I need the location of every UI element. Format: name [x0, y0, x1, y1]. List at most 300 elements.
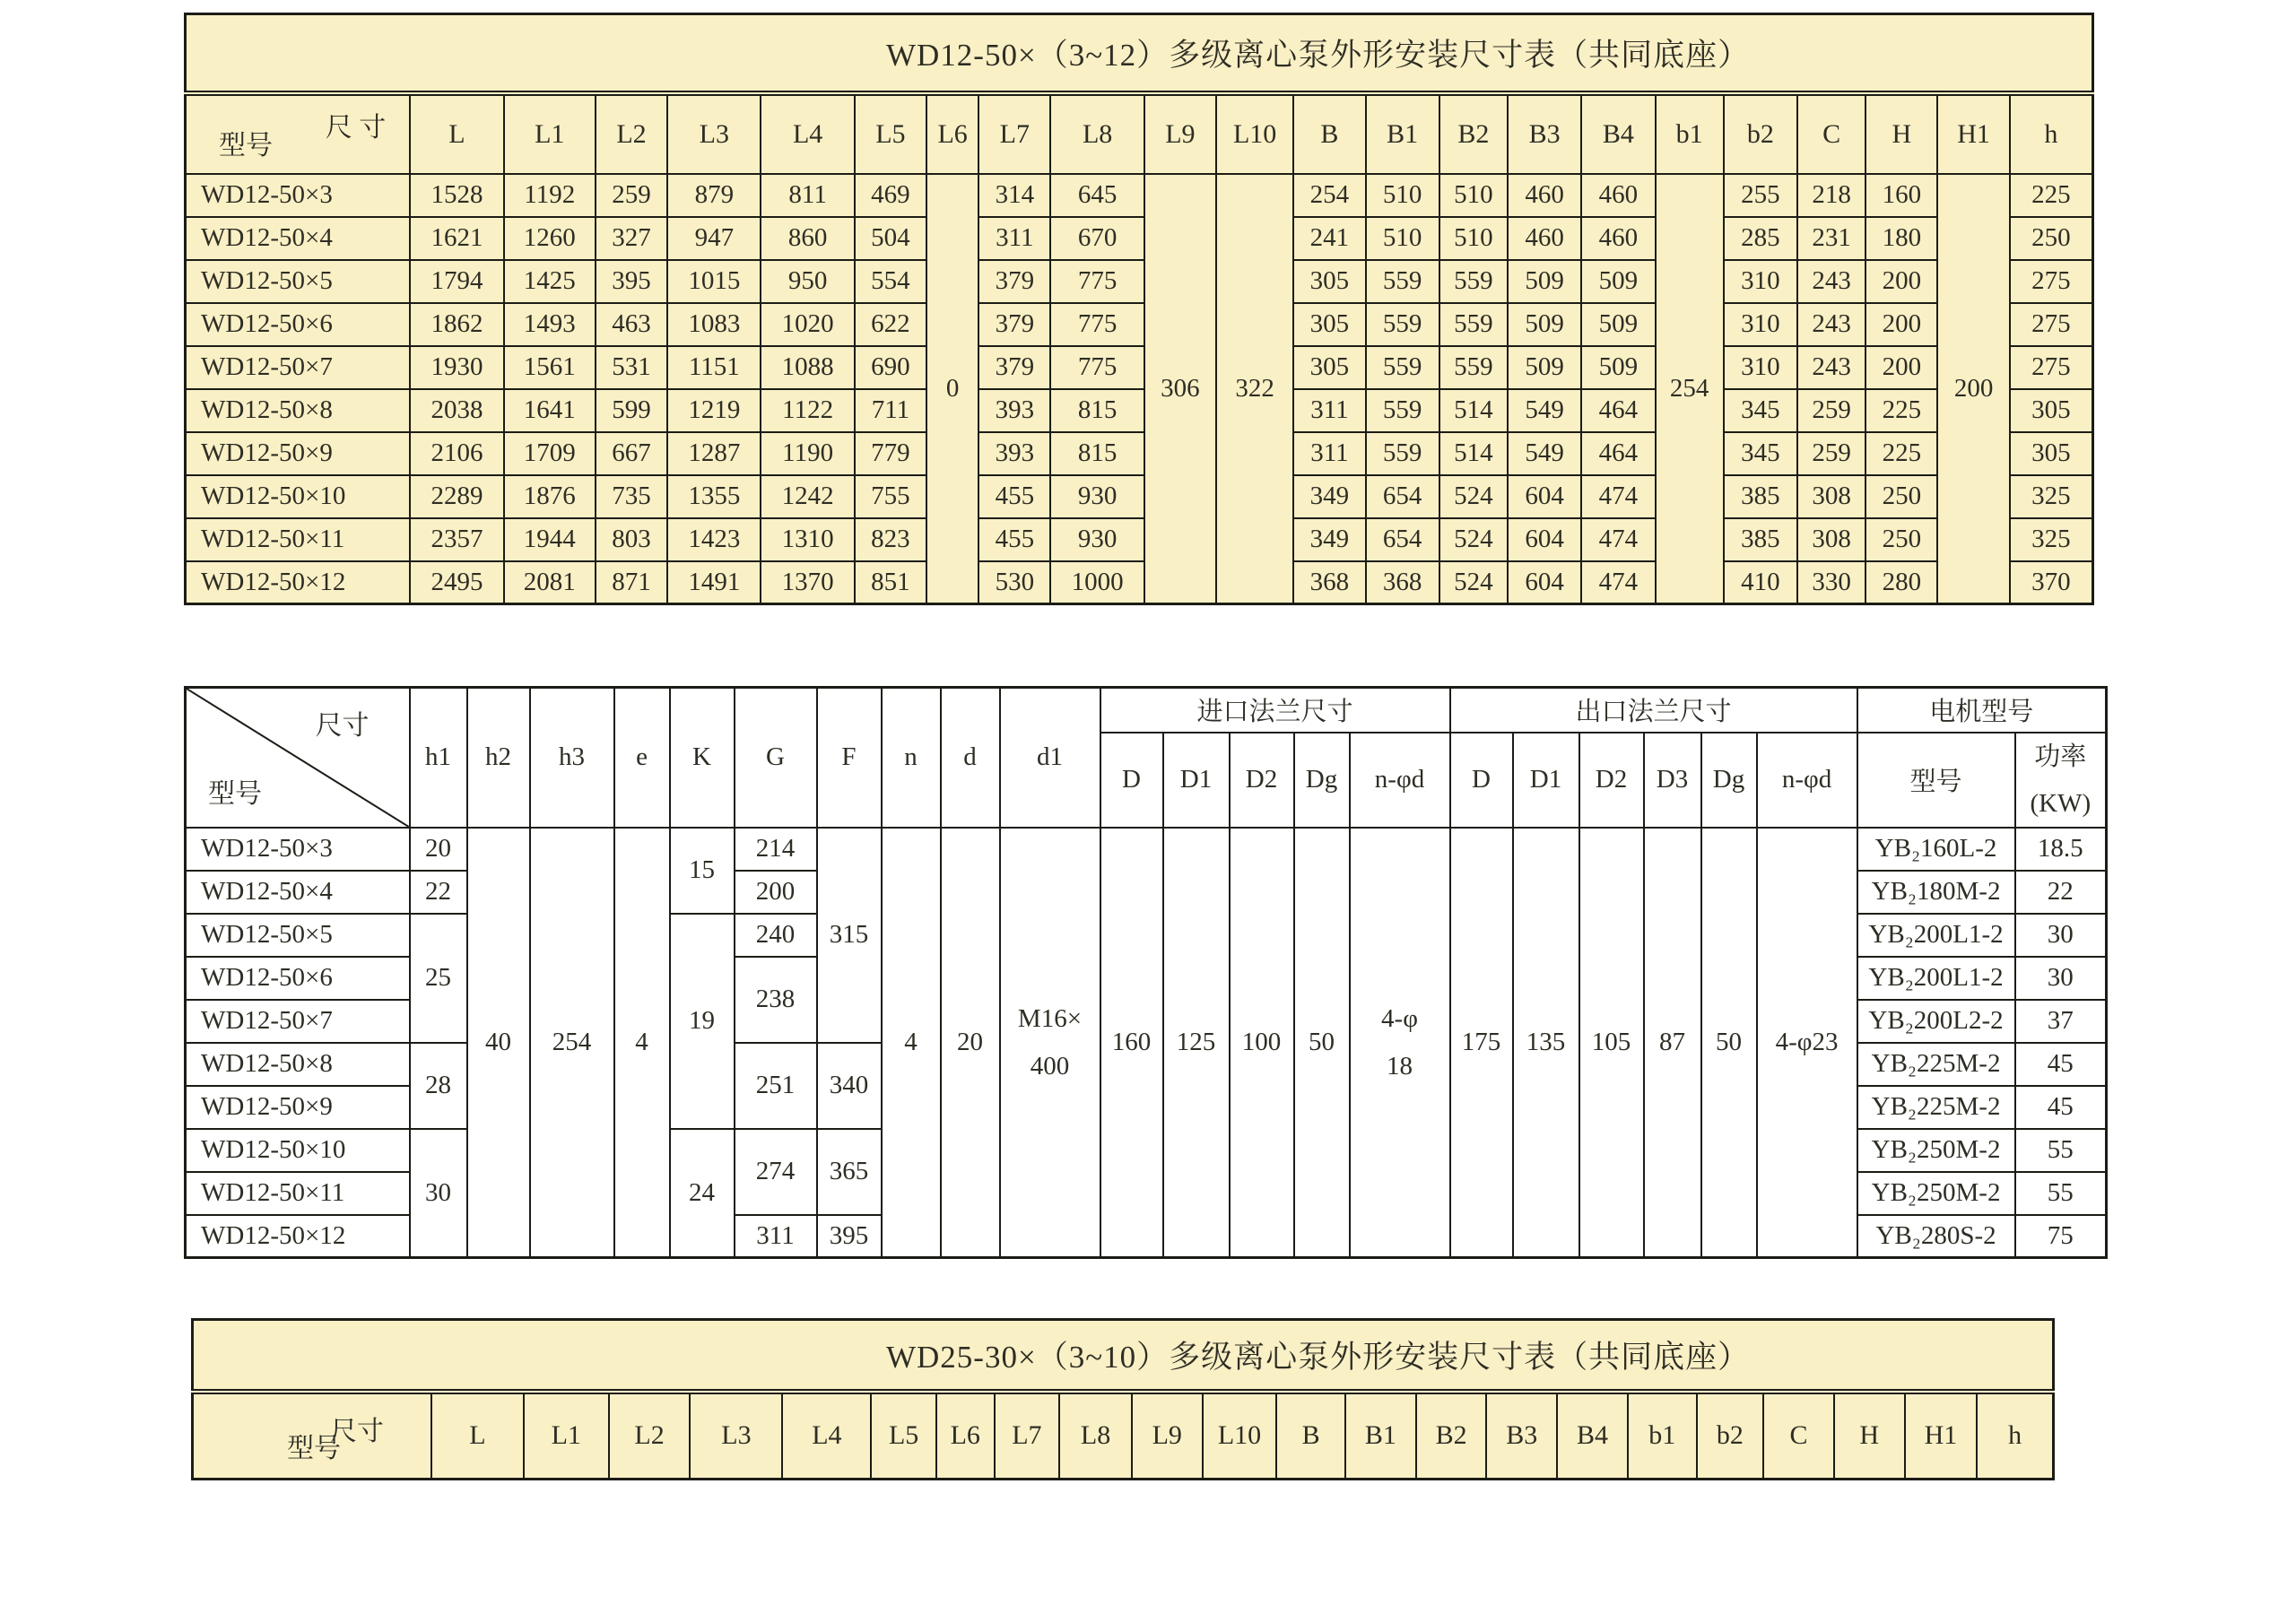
col-header: D1	[1513, 733, 1579, 828]
wd12-50-detail-dimension-table	[184, 686, 2108, 1259]
cell: 530	[978, 561, 1050, 604]
col-header: h	[1977, 1392, 2053, 1480]
table-row	[186, 260, 2093, 303]
title-row	[193, 1320, 2054, 1392]
cell: 930	[1050, 518, 1144, 561]
cell-merged-outlet-D3: 87	[1644, 828, 1701, 1258]
col-header: G	[735, 688, 817, 828]
cell: 460	[1581, 217, 1655, 260]
cell: 549	[1508, 389, 1581, 432]
cell: 1000	[1050, 561, 1144, 604]
cell: 275	[2010, 303, 2093, 346]
power-cell: 75	[2015, 1215, 2107, 1258]
corner-header-cell	[193, 1392, 431, 1480]
cell: 460	[1581, 174, 1655, 217]
col-header: L10	[1216, 93, 1293, 174]
cell: 815	[1050, 432, 1144, 475]
cell: 775	[1050, 346, 1144, 389]
corner-header-cell	[186, 93, 411, 174]
cell-merged-d: 20	[941, 828, 1000, 1258]
table-row	[186, 561, 2093, 604]
cell: 509	[1581, 346, 1655, 389]
cell: 622	[855, 303, 926, 346]
cell: 308	[1797, 518, 1866, 561]
cell: 305	[1293, 346, 1365, 389]
cell: 509	[1508, 346, 1581, 389]
col-header: L7	[995, 1392, 1060, 1480]
cell: 455	[978, 475, 1050, 518]
col-header: L5	[871, 1392, 936, 1480]
cell-merged-inlet-Dg: 50	[1294, 828, 1350, 1258]
power-cell: 30	[2015, 957, 2107, 1000]
title-row	[186, 14, 2093, 93]
cell: 510	[1366, 217, 1439, 260]
cell: 28	[410, 1043, 467, 1129]
cell-merged-outlet-nphid: 4-φ23	[1757, 828, 1857, 1258]
cell: 803	[596, 518, 667, 561]
col-header: B4	[1581, 93, 1655, 174]
cell: 474	[1581, 561, 1655, 604]
cell-merged-b1: 254	[1656, 174, 1724, 604]
table-row	[186, 432, 2093, 475]
cell: 464	[1581, 432, 1655, 475]
cell: 879	[667, 174, 761, 217]
cell: 1425	[504, 260, 596, 303]
cell: 315	[817, 828, 882, 1043]
cell: 275	[2010, 346, 2093, 389]
model-cell: WD12-50×6	[186, 957, 410, 1000]
inlet-flange-group-header: 进口法兰尺寸	[1100, 688, 1450, 733]
col-header: L	[431, 1392, 524, 1480]
cell-merged-H1: 200	[1937, 174, 2009, 604]
cell: 1355	[667, 475, 761, 518]
cell: 645	[1050, 174, 1144, 217]
cell: 311	[978, 217, 1050, 260]
cell: 255	[1724, 174, 1797, 217]
cell: 1192	[504, 174, 596, 217]
cell: 509	[1508, 260, 1581, 303]
cell: 305	[2010, 432, 2093, 475]
cell: 531	[596, 346, 667, 389]
cell: 1709	[504, 432, 596, 475]
cell: 395	[596, 260, 667, 303]
cell-merged-outlet-Dg: 50	[1701, 828, 1757, 1258]
model-cell: WD12-50×3	[186, 828, 410, 871]
cell: 559	[1366, 432, 1439, 475]
table1-title: WD12-50×（3~12）多级离心泵外形安装尺寸表（共同底座）	[186, 14, 2093, 93]
col-header: L4	[761, 93, 854, 174]
col-header: C	[1797, 93, 1866, 174]
col-header: h	[2010, 93, 2093, 174]
cell: 238	[735, 957, 817, 1043]
col-header: D1	[1163, 733, 1230, 828]
cell: 711	[855, 389, 926, 432]
cell: 464	[1581, 389, 1655, 432]
cell: 310	[1724, 346, 1797, 389]
group-header-row	[186, 688, 2107, 733]
cell: 274	[735, 1129, 817, 1215]
d1-line2: 400	[1030, 1051, 1070, 1081]
cell: 395	[817, 1215, 882, 1258]
col-header: B2	[1439, 93, 1508, 174]
cell: 160	[1866, 174, 1937, 217]
model-cell: WD12-50×7	[186, 346, 411, 389]
cell: 259	[1797, 432, 1866, 475]
cell: 325	[2010, 518, 2093, 561]
cell: 2038	[410, 389, 503, 432]
model-cell: WD12-50×4	[186, 217, 411, 260]
cell: 250	[1866, 475, 1937, 518]
cell: 474	[1581, 518, 1655, 561]
cell: 1862	[410, 303, 503, 346]
col-header: B1	[1366, 93, 1439, 174]
cell: 311	[1293, 432, 1365, 475]
cell: 510	[1439, 174, 1508, 217]
cell: 1621	[410, 217, 503, 260]
col-header: D3	[1644, 733, 1701, 828]
cell: 860	[761, 217, 854, 260]
cell: 851	[855, 561, 926, 604]
cell: 25	[410, 914, 467, 1043]
table-row	[186, 475, 2093, 518]
col-header: L2	[609, 1392, 691, 1480]
cell-merged-h3: 254	[530, 828, 614, 1258]
inlet-nphid-line1: 4-φ	[1381, 1004, 1418, 1034]
inlet-nphid-line2: 18	[1387, 1051, 1413, 1081]
col-header: H1	[1905, 1392, 1978, 1480]
col-header: h3	[530, 688, 614, 828]
model-cell: WD12-50×10	[186, 475, 411, 518]
cell: 379	[978, 346, 1050, 389]
col-header: L4	[782, 1392, 871, 1480]
cell: 460	[1508, 174, 1581, 217]
cell: 811	[761, 174, 854, 217]
cell: 250	[1866, 518, 1937, 561]
cell: 514	[1439, 389, 1508, 432]
col-header: L	[410, 93, 503, 174]
corner-dimension-label: 尺 寸	[325, 112, 387, 143]
motor-model-cell: YB₂280S-2	[1857, 1215, 2015, 1258]
power-label-line2: (KW)	[2030, 788, 2092, 818]
cell: 1944	[504, 518, 596, 561]
cell: 1190	[761, 432, 854, 475]
cell: 524	[1439, 518, 1508, 561]
cell: 509	[1508, 303, 1581, 346]
model-cell: WD12-50×7	[186, 1000, 410, 1043]
cell: 22	[410, 871, 467, 914]
col-header: L6	[936, 1392, 995, 1480]
model-cell: WD12-50×11	[186, 1172, 410, 1215]
model-cell: WD12-50×5	[186, 914, 410, 957]
col-header: B4	[1557, 1392, 1628, 1480]
cell: 24	[670, 1129, 735, 1258]
cell: 311	[735, 1215, 817, 1258]
col-header: 型号	[1857, 733, 2015, 828]
cell: 549	[1508, 432, 1581, 475]
cell: 349	[1293, 475, 1365, 518]
model-cell: WD12-50×10	[186, 1129, 410, 1172]
cell: 1015	[667, 260, 761, 303]
motor-model-cell: YB₂250M-2	[1857, 1129, 2015, 1172]
motor-model-cell: YB₂200L1-2	[1857, 957, 2015, 1000]
model-cell: WD12-50×3	[186, 174, 411, 217]
cell: 1020	[761, 303, 854, 346]
cell: 308	[1797, 475, 1866, 518]
cell: 20	[410, 828, 467, 871]
col-header: L8	[1050, 93, 1144, 174]
cell: 200	[735, 871, 817, 914]
power-cell: 55	[2015, 1129, 2107, 1172]
cell: 469	[855, 174, 926, 217]
cell: 243	[1797, 303, 1866, 346]
power-cell: 45	[2015, 1043, 2107, 1086]
cell: 509	[1581, 260, 1655, 303]
cell: 240	[735, 914, 817, 957]
cell: 654	[1366, 518, 1439, 561]
cell: 345	[1724, 432, 1797, 475]
cell: 180	[1866, 217, 1937, 260]
cell: 310	[1724, 303, 1797, 346]
col-header: B	[1293, 93, 1365, 174]
cell: 410	[1724, 561, 1797, 604]
cell: 250	[2010, 217, 2093, 260]
cell: 2289	[410, 475, 503, 518]
cell: 379	[978, 260, 1050, 303]
cell: 30	[410, 1129, 467, 1258]
cell: 559	[1439, 346, 1508, 389]
cell: 225	[1866, 432, 1937, 475]
cell: 947	[667, 217, 761, 260]
header-row	[186, 93, 2093, 174]
model-cell: WD12-50×12	[186, 1215, 410, 1258]
table-row	[186, 346, 2093, 389]
cell: 225	[2010, 174, 2093, 217]
cell: 340	[817, 1043, 882, 1129]
col-header	[2015, 733, 2107, 828]
cell: 463	[596, 303, 667, 346]
col-header: F	[817, 688, 882, 828]
table-row	[186, 518, 2093, 561]
cell-merged-L6: 0	[926, 174, 978, 604]
motor-group-header: 电机型号	[1857, 688, 2107, 733]
cell: 259	[1797, 389, 1866, 432]
cell: 1151	[667, 346, 761, 389]
power-cell: 30	[2015, 914, 2107, 957]
cell: 225	[1866, 389, 1937, 432]
col-header: h1	[410, 688, 467, 828]
cell: 1641	[504, 389, 596, 432]
cell: 254	[1293, 174, 1365, 217]
cell: 1083	[667, 303, 761, 346]
col-header: H1	[1937, 93, 2009, 174]
cell: 275	[2010, 260, 2093, 303]
cell: 1242	[761, 475, 854, 518]
power-cell: 55	[2015, 1172, 2107, 1215]
motor-model-cell: YB₂200L1-2	[1857, 914, 2015, 957]
cell: 327	[596, 217, 667, 260]
cell: 2357	[410, 518, 503, 561]
cell-merged-L10: 322	[1216, 174, 1293, 604]
col-header: D	[1450, 733, 1513, 828]
corner-model-label: 型号	[219, 130, 273, 161]
col-header: B2	[1416, 1392, 1487, 1480]
cell: 1528	[410, 174, 503, 217]
cell: 504	[855, 217, 926, 260]
cell: 280	[1866, 561, 1937, 604]
corner-header-cell	[186, 688, 410, 828]
col-header: D2	[1579, 733, 1644, 828]
cell: 815	[1050, 389, 1144, 432]
col-header: L5	[855, 93, 926, 174]
cell: 510	[1439, 217, 1508, 260]
col-header: L6	[926, 93, 978, 174]
cell: 775	[1050, 260, 1144, 303]
cell: 1219	[667, 389, 761, 432]
col-header: b2	[1697, 1392, 1764, 1480]
cell: 559	[1439, 260, 1508, 303]
table-row	[186, 217, 2093, 260]
power-cell: 45	[2015, 1086, 2107, 1129]
col-header: D2	[1230, 733, 1294, 828]
corner-model-label: 型号	[208, 778, 262, 809]
cell: 509	[1581, 303, 1655, 346]
cell: 455	[978, 518, 1050, 561]
cell: 200	[1866, 260, 1937, 303]
cell: 305	[1293, 260, 1365, 303]
cell: 871	[596, 561, 667, 604]
cell: 2081	[504, 561, 596, 604]
motor-model-cell: YB₂225M-2	[1857, 1043, 2015, 1086]
col-header: Dg	[1294, 733, 1350, 828]
cell: 305	[2010, 389, 2093, 432]
cell: 1122	[761, 389, 854, 432]
cell: 370	[2010, 561, 2093, 604]
cell: 510	[1366, 174, 1439, 217]
col-header: B	[1276, 1392, 1345, 1480]
cell: 311	[1293, 389, 1365, 432]
cell: 200	[1866, 346, 1937, 389]
col-header: B3	[1486, 1392, 1557, 1480]
motor-model-cell: YB₂160L-2	[1857, 828, 2015, 871]
cell: 385	[1724, 518, 1797, 561]
col-header: L9	[1132, 1392, 1203, 1480]
col-header: n	[882, 688, 941, 828]
cell: 385	[1724, 475, 1797, 518]
col-header: C	[1763, 1392, 1834, 1480]
cell: 200	[1866, 303, 1937, 346]
cell: 514	[1439, 432, 1508, 475]
col-header: L2	[596, 93, 667, 174]
cell: 755	[855, 475, 926, 518]
cell: 524	[1439, 561, 1508, 604]
wd12-50-outline-dimension-table	[184, 13, 2094, 605]
model-cell: WD12-50×5	[186, 260, 411, 303]
col-header: B3	[1508, 93, 1581, 174]
cell: 218	[1797, 174, 1866, 217]
model-cell: WD12-50×6	[186, 303, 411, 346]
cell: 1370	[761, 561, 854, 604]
cell: 554	[855, 260, 926, 303]
cell: 349	[1293, 518, 1365, 561]
cell: 365	[817, 1129, 882, 1215]
cell-merged-n: 4	[882, 828, 941, 1258]
cell: 15	[670, 828, 735, 914]
cell: 241	[1293, 217, 1365, 260]
cell: 950	[761, 260, 854, 303]
cell: 599	[596, 389, 667, 432]
cell: 1561	[504, 346, 596, 389]
cell: 2495	[410, 561, 503, 604]
model-cell: WD12-50×11	[186, 518, 411, 561]
cell-merged-L9: 306	[1144, 174, 1216, 604]
cell: 670	[1050, 217, 1144, 260]
cell: 1491	[667, 561, 761, 604]
cell: 735	[596, 475, 667, 518]
cell: 314	[978, 174, 1050, 217]
corner-dimension-label: 尺寸	[315, 711, 370, 741]
col-header: b2	[1724, 93, 1797, 174]
table-row	[186, 389, 2093, 432]
col-header: B1	[1345, 1392, 1416, 1480]
cell-merged-inlet-D2: 100	[1230, 828, 1294, 1258]
cell-merged-outlet-D: 175	[1450, 828, 1513, 1258]
col-header: L10	[1203, 1392, 1277, 1480]
table-row	[186, 828, 2107, 871]
col-header: n-φd	[1757, 733, 1857, 828]
cell: 559	[1366, 303, 1439, 346]
model-cell: WD12-50×8	[186, 389, 411, 432]
cell: 231	[1797, 217, 1866, 260]
col-header: n-φd	[1350, 733, 1450, 828]
col-header: Dg	[1701, 733, 1757, 828]
cell-merged-h2: 40	[467, 828, 530, 1258]
cell: 345	[1724, 389, 1797, 432]
cell-merged-inlet-D1: 125	[1163, 828, 1230, 1258]
cell: 379	[978, 303, 1050, 346]
col-header: D	[1100, 733, 1163, 828]
motor-model-cell: YB₂180M-2	[1857, 871, 2015, 914]
header-row	[193, 1392, 2054, 1480]
cell: 559	[1439, 303, 1508, 346]
cell: 243	[1797, 260, 1866, 303]
cell-merged-inlet-D: 160	[1100, 828, 1163, 1258]
cell: 823	[855, 518, 926, 561]
col-header: H	[1866, 93, 1937, 174]
col-header: b1	[1628, 1392, 1697, 1480]
cell: 305	[1293, 303, 1365, 346]
cell: 604	[1508, 518, 1581, 561]
table-row	[186, 303, 2093, 346]
cell: 779	[855, 432, 926, 475]
motor-model-cell: YB₂200L2-2	[1857, 1000, 2015, 1043]
cell: 310	[1724, 260, 1797, 303]
wd25-30-outline-dimension-table	[191, 1318, 2055, 1480]
cell: 604	[1508, 475, 1581, 518]
cell: 368	[1366, 561, 1439, 604]
corner-dimension-label: 尺寸	[329, 1416, 384, 1446]
model-cell: WD12-50×9	[186, 1086, 410, 1129]
model-cell: WD12-50×8	[186, 1043, 410, 1086]
cell: 1423	[667, 518, 761, 561]
col-header: b1	[1656, 93, 1724, 174]
outlet-flange-group-header: 出口法兰尺寸	[1450, 688, 1857, 733]
col-header: H	[1834, 1392, 1905, 1480]
d1-line1: M16×	[1017, 1004, 1083, 1034]
table-row	[186, 174, 2093, 217]
cell: 243	[1797, 346, 1866, 389]
col-header: e	[614, 688, 670, 828]
power-label-line1: 功率	[2034, 742, 2087, 771]
